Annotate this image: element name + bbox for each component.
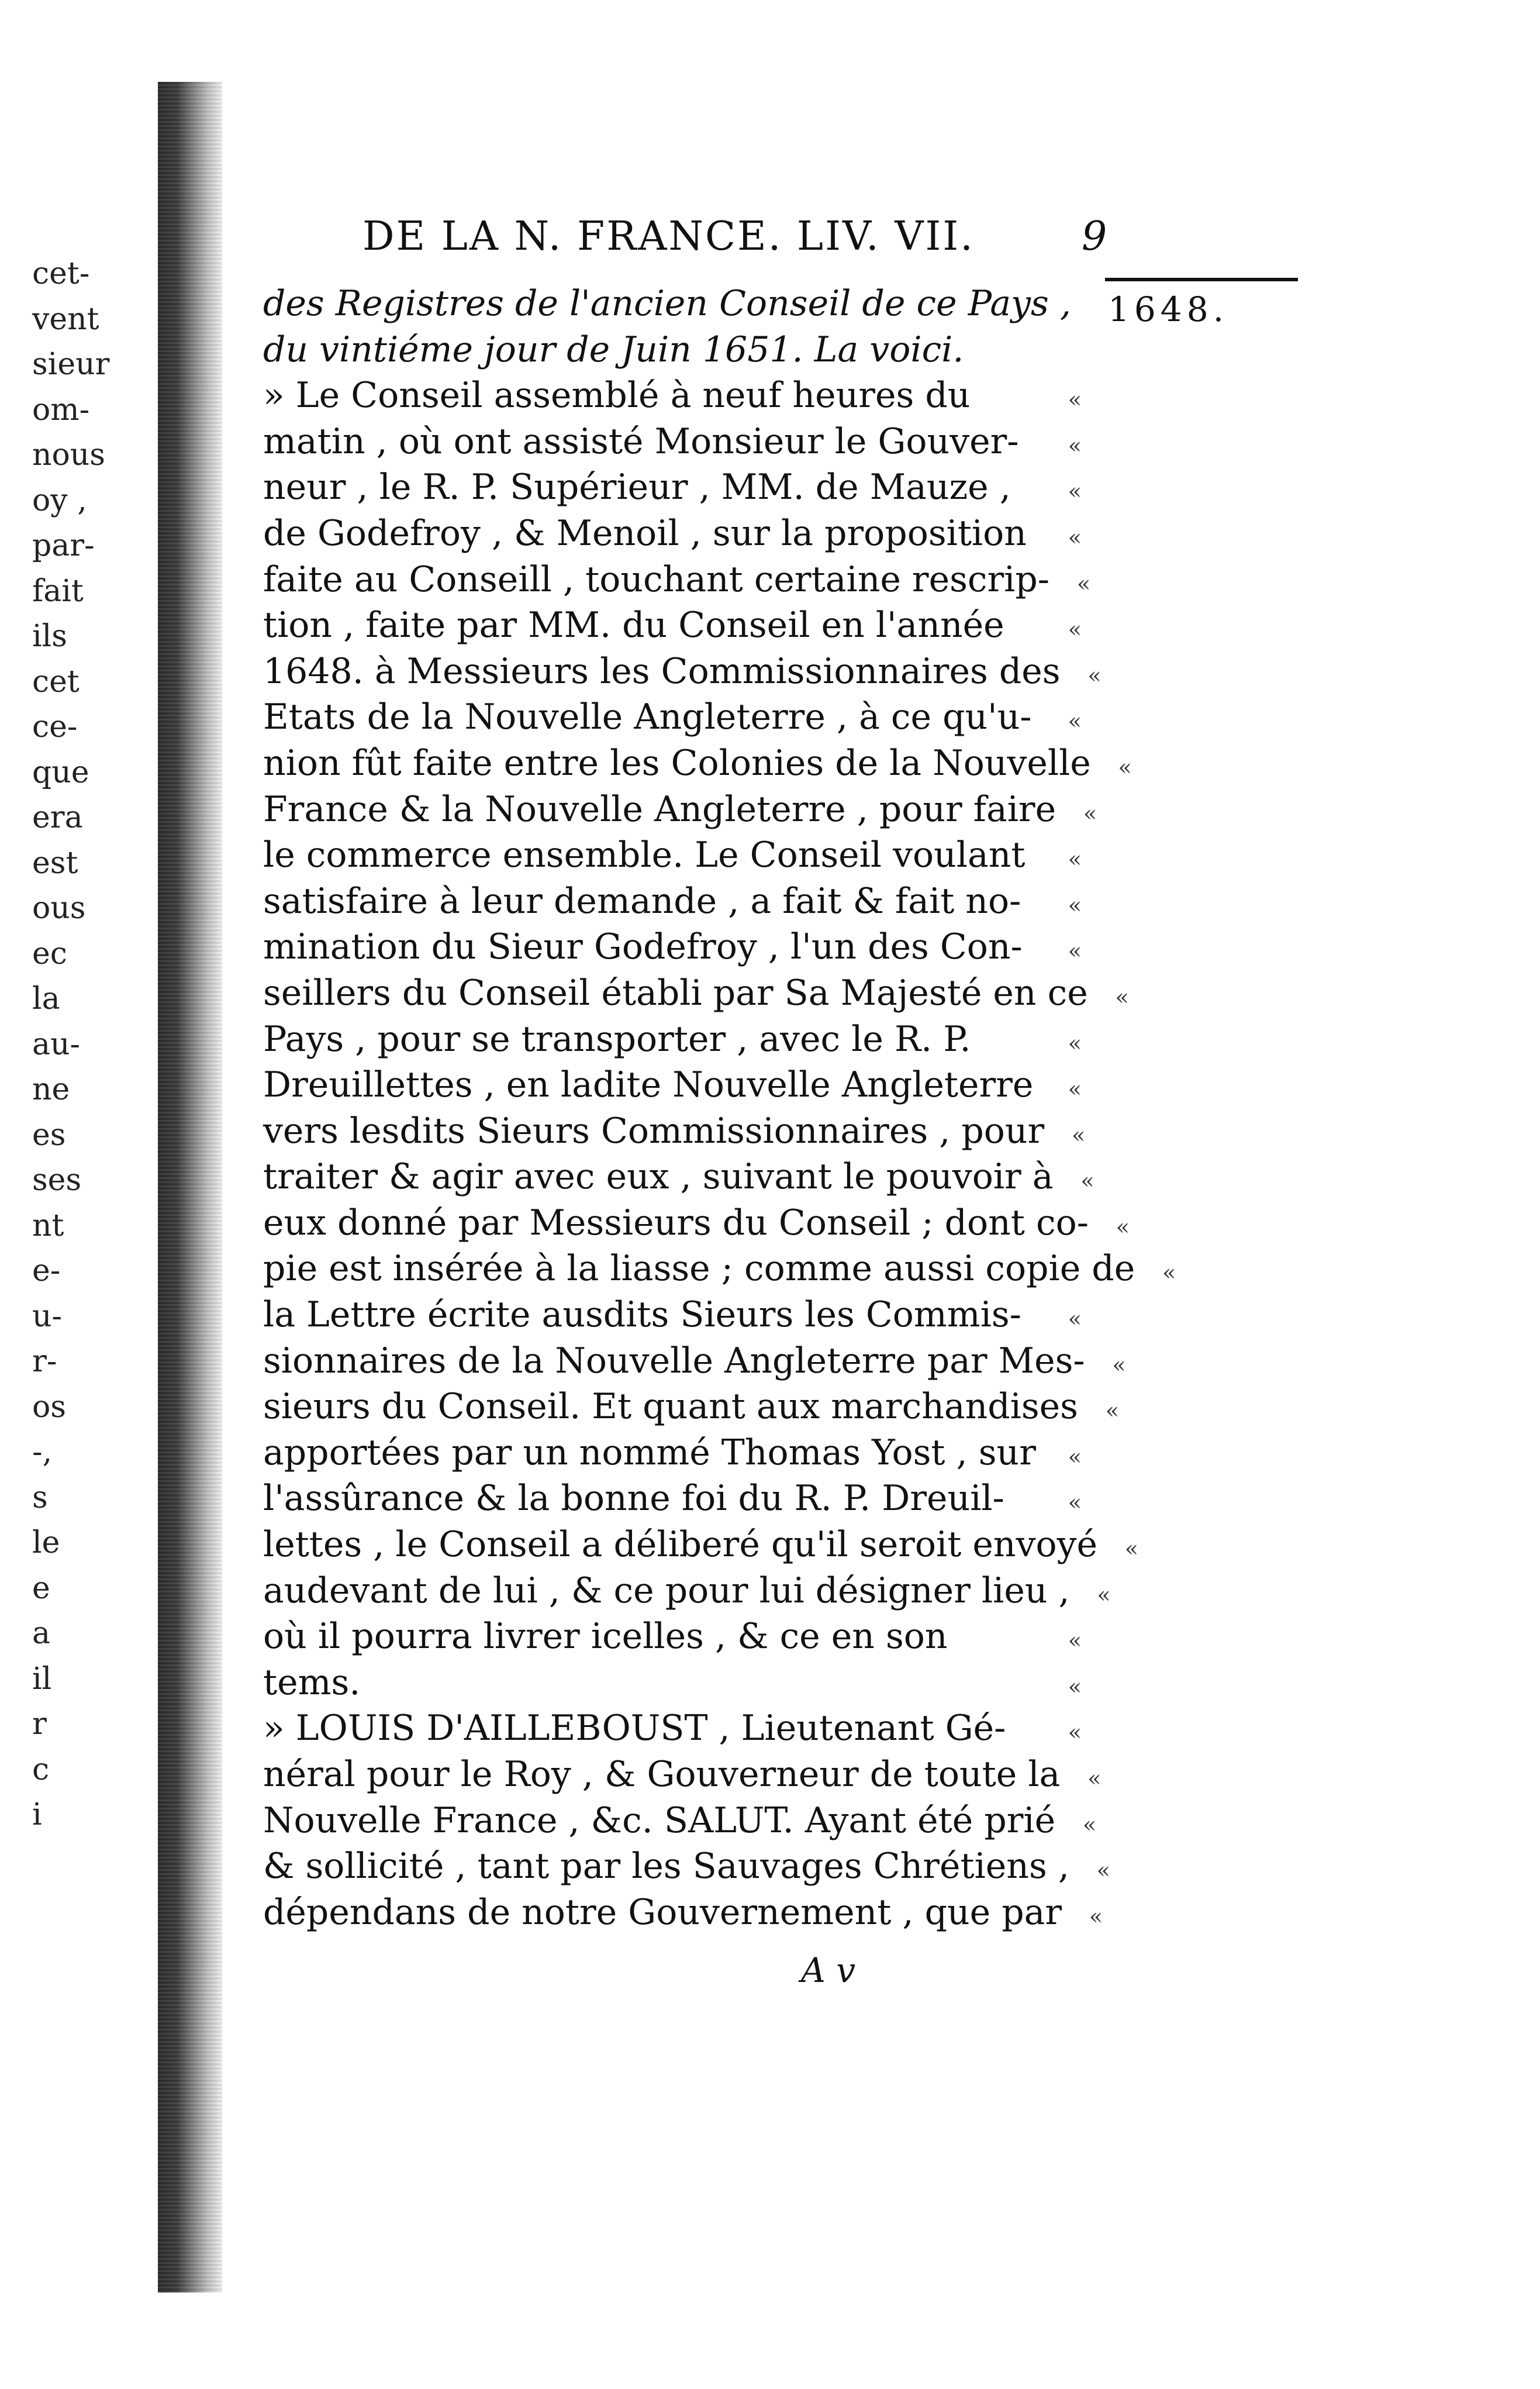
quote-mark: « [1068,387,1082,413]
line-text: dépendans de notre Gouvernement , que par [263,1891,1062,1933]
text-line [263,1798,1097,1844]
text-line [263,1752,1102,1798]
fragment-line: es [32,1117,66,1153]
book-binding-gutter [158,82,222,2293]
fragment-line: le [32,1525,60,1560]
line-text: audevant de lui , & ce pour lui désigner lieu , [263,1570,1070,1611]
quote-mark: « [1068,938,1082,964]
text-line [263,1246,1176,1292]
fragment-line: il [32,1661,52,1697]
fragment-line: la [32,981,60,1016]
fragment-line: nt [32,1208,64,1243]
line-text: vers lesdits Sieurs Commissionnaires , pour [263,1110,1045,1152]
line-text: nion fût faite entre les Colonies de la Nouvelle [263,742,1091,784]
line-text: » Le Conseil assemblé à neuf heures du [263,375,971,416]
line-text: apportées par un nommé Thomas Yost , sur [263,1432,1036,1473]
quote-mark: « [1082,1811,1097,1838]
fragment-line: oy , [32,482,87,518]
fragment-line: par- [32,528,95,563]
facing-page-fragments [32,251,134,1838]
text-line [263,832,1082,878]
signature-mark: A v [801,1950,856,1990]
quote-mark: « [1068,1490,1082,1516]
line-text: sionnaires de la Nouvelle Angleterre par Mes- [263,1340,1085,1381]
quote-mark: « [1068,432,1082,459]
margin-year: 1648. [1108,289,1229,329]
fragment-line: fait [32,573,84,609]
fragment-line: cet- [32,256,90,291]
line-text: du vintiéme jour de Juin 1651. La voici. [263,329,964,370]
quote-mark: « [1116,1214,1130,1240]
text-line [263,1705,1082,1752]
quote-mark: « [1124,1536,1138,1562]
line-text: l'assûrance & la bonne foi du R. P. Dreuil- [263,1478,1004,1519]
fragment-line: i [32,1797,42,1832]
quote-mark: « [1087,1766,1102,1791]
text-line [263,1338,1126,1384]
quote-mark: « [1068,1306,1082,1332]
fragment-line: est [32,845,78,881]
line-text: mination du Sieur Godefroy , l'un des Con- [263,926,1023,968]
quote-mark: « [1080,1168,1094,1194]
line-text: Etats de la Nouvelle Angleterre , à ce qu'u- [263,697,1032,738]
fragment-line: au- [32,1026,81,1062]
line-text: le commerce ensemble. Le Conseil voulant [263,835,1025,876]
line-text: tems. [263,1661,361,1703]
fragment-line: os [32,1389,66,1425]
quote-mark: « [1068,708,1082,735]
quote-mark: « [1068,1030,1082,1056]
fragment-line: ec [32,936,67,971]
quote-mark: « [1068,1443,1082,1470]
quote-mark: « [1097,1581,1111,1608]
text-line [263,1614,1082,1660]
text-line [263,557,1091,603]
text-line [263,1890,1103,1936]
text-line [263,327,1082,373]
text-line [263,970,1129,1016]
line-text: France & la Nouvelle Angleterre , pour faire [263,788,1056,830]
line-text: lettes , le Conseil a déliberé qu'il seroit envoyé [263,1524,1097,1566]
text-line [263,602,1082,649]
text-line [263,511,1082,557]
line-text: & sollicité , tant par les Sauvages Chrétiens , [263,1846,1069,1887]
text-line [263,419,1082,465]
quote-mark: « [1118,754,1132,780]
quote-mark: « [1071,1122,1086,1148]
fragment-line: ne [32,1072,70,1107]
fragment-line: s [32,1480,48,1515]
quote-mark: « [1087,662,1102,688]
line-text: de Godefroy , & Menoil , sur la proposition [263,512,1027,554]
line-text: pie est insérée à la liasse ; comme aussi copie de [263,1248,1135,1290]
line-text: traiter & agir avec eux , suivant le pouvoir à [263,1156,1054,1198]
line-text: matin , où ont assisté Monsieur le Gouver- [263,420,1019,462]
text-line [263,1384,1119,1430]
text-line [263,1568,1111,1614]
fragment-line: r [32,1707,47,1742]
text-line [263,1476,1082,1522]
running-title: DE LA N. FRANCE. LIV. VII. [362,213,975,260]
text-line [263,694,1082,740]
text-line [263,1108,1086,1154]
text-line [263,1062,1082,1108]
quote-mark: « [1096,1857,1110,1884]
quote-mark: « [1068,1673,1082,1699]
line-text: neur , le R. P. Supérieur , MM. de Mauze , [263,467,1011,508]
fragment-line: ous [32,891,86,926]
fragment-line: r- [32,1344,57,1379]
line-text: la Lettre écrite ausdits Sieurs les Commis- [263,1294,1021,1336]
quote-mark: « [1068,892,1082,918]
quote-mark: « [1089,1903,1103,1929]
fragment-line: que [32,754,89,790]
fragment-line: vent [32,301,99,337]
text-line [263,1660,1082,1706]
fragment-line: ce- [32,709,78,744]
fragment-line: ses [32,1163,82,1198]
quote-mark: « [1115,984,1129,1010]
text-line [263,649,1102,695]
line-text: tion , faite par MM. du Conseil en l'année [263,605,1004,646]
quote-mark: « [1083,800,1097,826]
fragment-line: era [32,800,83,835]
fragment-line: e [32,1570,50,1606]
fragment-line: nous [32,437,105,473]
text-line [263,1292,1082,1338]
fragment-line: u- [32,1298,63,1334]
fragment-line: ils [32,619,67,654]
fragment-line: c [32,1752,50,1787]
quote-mark: « [1068,846,1082,873]
line-text: néral pour le Roy , & Gouverneur de toute la [263,1754,1061,1795]
quote-mark: « [1112,1352,1126,1378]
fragment-line: sieur [32,347,110,382]
line-text: seillers du Conseil établi par Sa Majesté en ce [263,972,1088,1013]
quote-mark: « [1068,1076,1082,1102]
fragment-line: om- [32,392,90,428]
line-text: Pays , pour se transporter , avec le R. P. [263,1018,971,1060]
text-line [263,878,1082,925]
line-text: satisfaire à leur demande , a fait & fait no- [263,880,1021,922]
fragment-line: a [32,1616,51,1651]
text-line [263,1430,1082,1476]
quote-mark: « [1068,524,1082,550]
text-line [263,373,1082,419]
text-line [263,1200,1130,1246]
line-text: Nouvelle France , &c. SALUT. Ayant été prié [263,1799,1056,1841]
text-line [263,924,1082,970]
text-line [263,787,1097,833]
text-line [263,281,1082,327]
fragment-line: e- [32,1253,61,1288]
text-line [263,1522,1138,1568]
quote-mark: « [1105,1398,1119,1424]
quote-mark: « [1162,1260,1176,1286]
fragment-line: -, [32,1435,53,1470]
line-text: eux donné par Messieurs du Conseil ; dont co- [263,1202,1089,1243]
text-line [263,1154,1094,1200]
line-text: où il pourra livrer icelles , & ce en son [263,1616,948,1657]
line-text: faite au Conseill , touchant certaine rescrip- [263,559,1050,600]
line-text: » LOUIS D'AILLEBOUST , Lieutenant Gé- [263,1708,1006,1749]
line-text: 1648. à Messieurs les Commissionnaires des [263,650,1061,692]
running-header [362,213,1111,266]
body-text [263,281,1176,1935]
line-text: sieurs du Conseil. Et quant aux marchandises [263,1386,1078,1428]
text-line [263,464,1082,511]
text-line [263,1843,1110,1890]
quote-mark: « [1068,478,1082,505]
fragment-line: cet [32,664,80,699]
quote-mark: « [1076,570,1091,597]
line-text: des Registres de l'ancien Conseil de ce Pays , [263,283,1071,324]
text-line [263,1016,1082,1063]
quote-mark: « [1068,1719,1082,1746]
page-number: 9 [1082,213,1109,260]
quote-mark: « [1068,616,1082,643]
margin-rule [1105,278,1298,281]
quote-mark: « [1068,1628,1082,1654]
text-line [263,740,1132,787]
line-text: Dreuillettes , en ladite Nouvelle Angleterre [263,1064,1034,1106]
